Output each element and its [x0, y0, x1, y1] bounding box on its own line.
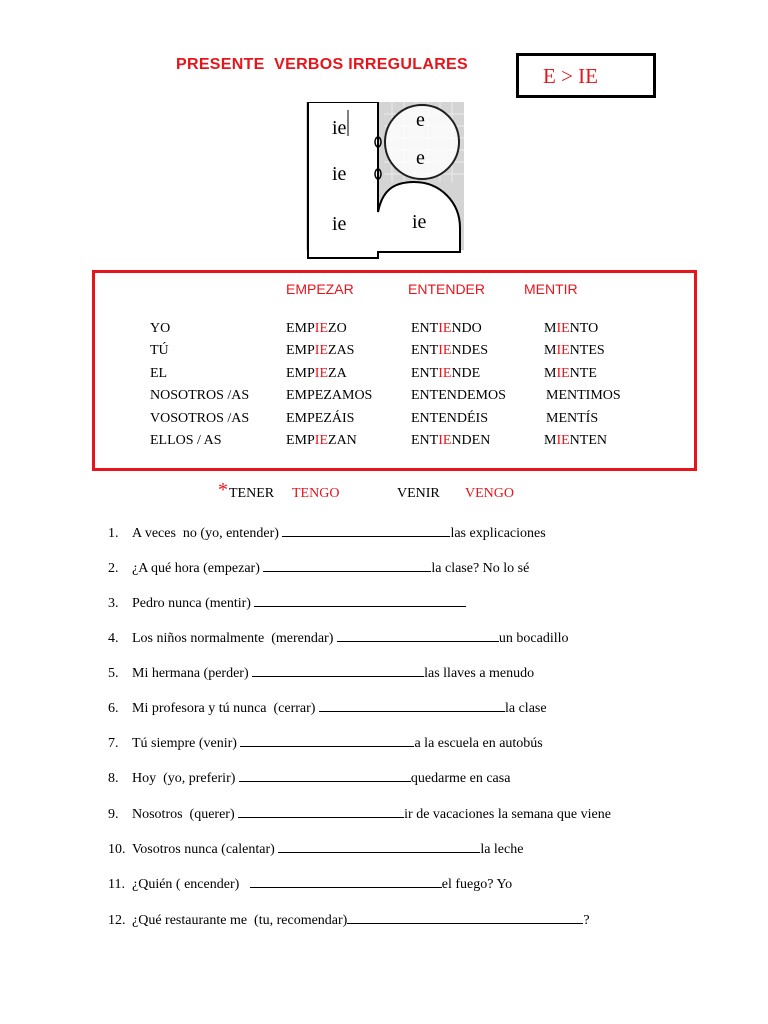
exercise-number: 4. [108, 631, 119, 646]
conjugated-form: MIENTES [544, 343, 605, 358]
answer-blank[interactable] [263, 559, 431, 572]
exercise-item [108, 629, 569, 647]
conjugated-form: ENTIENDE [411, 366, 481, 381]
exercise-prompt: Los niños normalmente (merendar) [132, 631, 337, 646]
exercise-item [108, 594, 466, 612]
exercise-item [108, 524, 546, 542]
conjugated-form: MIENTO [544, 321, 599, 336]
exercise-continuation: ? [583, 913, 590, 928]
exercise-number: 12. [108, 913, 126, 928]
note-tengo: TENGO [292, 486, 340, 501]
boot-left-1: ie [332, 117, 347, 139]
exercise-number: 8. [108, 771, 119, 786]
exercise-prompt: ¿A qué hora (empezar) [132, 561, 264, 576]
rule-text: E > IE [543, 64, 598, 88]
pronoun: YO [150, 321, 171, 336]
exercise-item [108, 699, 547, 717]
exercise-item [108, 875, 512, 893]
conjugated-form: ENTENDÉIS [411, 411, 488, 426]
boot-circle-1: e [416, 109, 425, 131]
pronoun: ELLOS / AS [150, 433, 222, 448]
exercise-prompt: Pedro nunca (mentir) [132, 596, 255, 611]
conjugated-form: EMPEZAMOS [286, 388, 373, 403]
exercise-number: 7. [108, 736, 119, 751]
pronoun: VOSOTROS /AS [150, 411, 250, 426]
exercise-number: 10. [108, 842, 126, 857]
note-tener: TENER [229, 486, 275, 501]
conjugated-form: MENTIMOS [546, 388, 621, 403]
exercise-prompt: ¿Quién ( encender) [132, 877, 250, 892]
exercise-continuation: el fuego? Yo [441, 877, 513, 892]
exercise-continuation: un bocadillo [498, 631, 569, 646]
exercise-continuation: ir de vacaciones la semana que viene [404, 807, 611, 822]
exercise-prompt: Vosotros nunca (calentar) [132, 842, 279, 857]
rule-box [516, 53, 656, 98]
exercise-prompt: Hoy (yo, preferir) [132, 771, 239, 786]
exercise-item [108, 805, 611, 823]
exercise-number: 11. [108, 877, 125, 892]
answer-blank[interactable] [250, 875, 442, 888]
verb-header-empezar: EMPEZAR [286, 281, 354, 297]
exercise-item [108, 911, 590, 929]
answer-blank[interactable] [238, 805, 404, 818]
exercise-continuation: a la escuela en autobús [414, 736, 543, 751]
pronoun: TÚ [150, 343, 169, 358]
boot-right: ie [412, 211, 427, 233]
boot-diagram [304, 102, 464, 260]
conjugated-form: EMPIEZO [286, 321, 347, 336]
conjugated-form: ENTIENDES [411, 343, 488, 358]
exercise-continuation: quedarme en casa [410, 771, 511, 786]
boot-circle-2: e [416, 147, 425, 169]
exercise-item [108, 559, 529, 577]
conjugated-form: MENTÍS [546, 411, 599, 426]
verb-header-mentir: MENTIR [524, 281, 578, 297]
conjugated-form: EMPEZÁIS [286, 411, 355, 426]
worksheet-title: PRESENTE VERBOS IRREGULARES [176, 56, 469, 73]
conjugated-form: MIENTE [544, 366, 597, 381]
boot-left-3: ie [332, 213, 347, 235]
answer-blank[interactable] [347, 911, 583, 924]
answer-blank[interactable] [239, 769, 411, 782]
conjugated-form: EMPIEZAS [286, 343, 355, 358]
exercise-number: 9. [108, 807, 119, 822]
note-vengo: VENGO [465, 486, 514, 501]
exercise-continuation: la clase? No lo sé [431, 561, 530, 576]
exercise-prompt: ¿Qué restaurante me (tu, recomendar) [132, 913, 348, 928]
conjugated-form: ENTENDEMOS [411, 388, 506, 403]
exercise-prompt: Tú siempre (venir) [132, 736, 241, 751]
answer-blank[interactable] [254, 594, 466, 607]
answer-blank[interactable] [252, 664, 424, 677]
conjugated-form: ENTIENDO [411, 321, 482, 336]
exercise-continuation: la clase [504, 701, 547, 716]
exercise-item [108, 664, 534, 682]
exercise-prompt: A veces no (yo, entender) [132, 526, 283, 541]
answer-blank[interactable] [319, 699, 505, 712]
answer-blank[interactable] [282, 524, 450, 537]
verb-header-entender: ENTENDER [408, 281, 486, 297]
exercise-prompt: Mi hermana (perder) [132, 666, 253, 681]
exercise-number: 5. [108, 666, 119, 681]
boot-left-2: ie [332, 163, 347, 185]
exercise-prompt: Mi profesora y tú nunca (cerrar) [132, 701, 319, 716]
exercise-number: 1. [108, 526, 119, 541]
answer-blank[interactable] [337, 629, 499, 642]
answer-blank[interactable] [278, 840, 480, 853]
exercise-continuation: la leche [480, 842, 524, 857]
conjugated-form: MIENTEN [544, 433, 607, 448]
exercise-prompt: Nosotros (querer) [132, 807, 239, 822]
exercise-item [108, 734, 543, 752]
answer-blank[interactable] [240, 734, 414, 747]
pronoun: NOSOTROS /AS [150, 388, 250, 403]
conjugated-form: EMPIEZA [286, 366, 347, 381]
pronoun: EL [150, 366, 168, 381]
exercise-item [108, 840, 523, 858]
exercise-continuation: las llaves a menudo [424, 666, 535, 681]
exercise-continuation: las explicaciones [450, 526, 546, 541]
exercise-item [108, 769, 510, 787]
conjugated-form: EMPIEZAN [286, 433, 357, 448]
exercise-number: 2. [108, 561, 119, 576]
conjugated-form: ENTIENDEN [411, 433, 491, 448]
exercise-number: 3. [108, 596, 119, 611]
note-venir: VENIR [397, 486, 440, 501]
note-asterisk: * [218, 479, 228, 501]
exercise-number: 6. [108, 701, 119, 716]
